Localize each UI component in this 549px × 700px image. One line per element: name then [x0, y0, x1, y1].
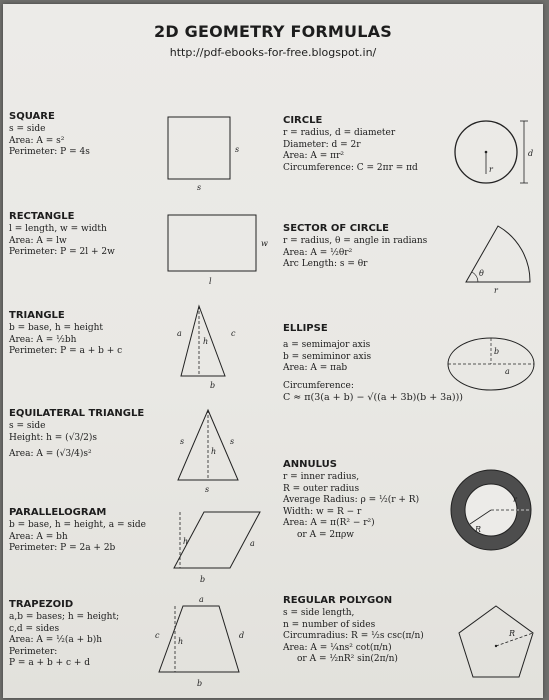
circle-label: r [489, 165, 493, 174]
rectangle-line: Perimeter: P = 2l + 2w [9, 247, 115, 257]
equilateral-label: h [211, 447, 217, 456]
circle-line: Diameter: d = 2r [283, 139, 361, 150]
parallelogram-label: a [250, 539, 255, 548]
trapezoid-label: h [178, 637, 184, 646]
annulus-heading: ANNULUS [283, 459, 337, 470]
ellipse-line: a = semimajor axis [283, 340, 371, 350]
parallelogram-label: h [183, 537, 189, 546]
square-figure [163, 112, 243, 192]
equilateral-label: s [180, 437, 185, 446]
triangle-line: Area: A = ½bh [9, 334, 77, 345]
trapezoid-label: b [197, 679, 203, 688]
equilateral-line: Height: h = (√3/2)s [9, 432, 98, 443]
annulus-figure [443, 466, 543, 556]
ellipse-figure [443, 334, 543, 394]
parallelogram-line: b = base, h = height, a = side [9, 520, 146, 530]
polygon-line: or A = ½nR² sin(2π/n) [297, 654, 398, 664]
rectangle-line: l = length, w = width [9, 224, 107, 234]
circle-label: d [528, 149, 534, 158]
polygon-line: s = side length, [283, 608, 355, 618]
polygon-section [283, 594, 424, 666]
formula-sheet [3, 4, 543, 698]
rectangle-figure [163, 210, 273, 290]
equilateral-figure [168, 404, 258, 494]
trapezoid-label: a [199, 595, 204, 604]
equilateral-section [9, 407, 144, 461]
polygon-line: Circumradius: R = ½s csc(π/n) [283, 631, 424, 641]
circle-heading: CIRCLE [283, 115, 323, 126]
polygon-figure [451, 600, 543, 690]
ellipse-section [283, 322, 463, 404]
parallelogram-heading: PARALLELOGRAM [9, 507, 107, 518]
trapezoid-line: Area: A = ½(a + b)h [9, 635, 103, 645]
trapezoid-label: d [239, 631, 245, 640]
parallelogram-section [9, 506, 146, 555]
annulus-line: r = inner radius, [283, 472, 360, 482]
trapezoid-heading: TRAPEZOID [9, 599, 74, 610]
parallelogram-figure [168, 504, 278, 594]
ellipse-line: Area: A = πab [283, 363, 348, 373]
sector-line: r = radius, θ = angle in radians [283, 236, 428, 246]
ellipse-label: b [494, 347, 500, 356]
annulus-line: or A = 2πρw [297, 529, 354, 540]
triangle-heading: TRIANGLE [9, 310, 65, 321]
rectangle-label: w [261, 239, 268, 248]
square-line: Area: A = s² [9, 135, 65, 146]
rectangle-heading: RECTANGLE [9, 211, 75, 222]
trapezoid-section [9, 598, 119, 670]
circle-line: Circumference: C = 2πr = πd [283, 162, 418, 173]
circle-line: Area: A = πr² [283, 151, 344, 161]
polygon-heading: REGULAR POLYGON [283, 595, 393, 606]
annulus-label: R [475, 525, 482, 534]
polygon-label: R [509, 629, 516, 638]
equilateral-line: s = side [9, 421, 46, 431]
source-url: http://pdf-ebooks-for-free.blogspot.in/ [169, 46, 377, 59]
triangle-line: Perimeter: P = a + b + c [9, 346, 123, 356]
sector-line: Area: A = ½θr² [283, 247, 353, 258]
ellipse-heading: ELLIPSE [283, 323, 328, 334]
square-line: s = side [9, 124, 46, 134]
ellipse-line: C ≈ π(3(a + b) − √((a + 3b)(b + 3a))) [283, 392, 463, 403]
ellipse-line: Circumference: [283, 380, 354, 391]
triangle-label: c [231, 329, 236, 338]
triangle-label: h [203, 337, 209, 346]
triangle-line: b = base, h = height [9, 323, 104, 333]
annulus-line: R = outer radius [283, 483, 360, 494]
square-line: Perimeter: P = 4s [9, 147, 90, 157]
ellipse-line: b = semiminor axis [283, 351, 372, 362]
sector-label: r [494, 286, 498, 295]
sector-line: Arc Length: s = θr [283, 259, 368, 269]
annulus-label: r [513, 495, 517, 504]
page-title: 2D GEOMETRY FORMULAS [154, 22, 392, 41]
trapezoid-line: P = a + b + c + d [9, 658, 91, 668]
equilateral-heading: EQUILATERAL TRIANGLE [9, 408, 145, 419]
polygon-line: Area: A = ¼ns² cot(π/n) [283, 642, 392, 653]
equilateral-label: s [205, 485, 210, 494]
parallelogram-line: Perimeter: P = 2a + 2b [9, 543, 116, 553]
rectangle-label: l [209, 277, 212, 286]
sector-label: θ [479, 269, 484, 278]
triangle-label: b [210, 381, 216, 390]
sector-section [283, 222, 427, 271]
polygon-line: n = number of sides [283, 619, 376, 630]
trapezoid-line: a,b = bases; h = height; [9, 612, 120, 622]
triangle-figure [173, 302, 263, 397]
circle-figure [448, 114, 543, 194]
square-section [9, 110, 90, 159]
ellipse-label: a [505, 367, 510, 376]
equilateral-line: Area: A = (√3/4)s² [9, 449, 92, 459]
equilateral-label: s [230, 437, 235, 446]
annulus-line: Width: w = R − r [283, 506, 362, 517]
square-label: s [235, 145, 240, 154]
trapezoid-line: Perimeter: [9, 646, 58, 657]
triangle-label: a [177, 329, 182, 338]
square-heading: SQUARE [9, 111, 55, 122]
trapezoid-line: c,d = sides [9, 623, 60, 634]
sector-figure [458, 216, 543, 296]
trapezoid-label: c [155, 631, 160, 640]
circle-line: r = radius, d = diameter [283, 128, 396, 138]
annulus-line: Average Radius: ρ = ½(r + R) [283, 495, 420, 505]
parallelogram-line: Area: A = bh [9, 531, 68, 542]
parallelogram-label: b [200, 575, 206, 584]
sector-heading: SECTOR OF CIRCLE [283, 223, 389, 234]
rectangle-section [9, 210, 115, 259]
rectangle-line: Area: A = lw [9, 235, 67, 246]
trapezoid-figure [153, 594, 263, 694]
annulus-section [283, 458, 419, 541]
annulus-line: Area: A = π(R² − r²) [283, 518, 375, 528]
circle-section [283, 114, 418, 174]
triangle-section [9, 309, 122, 358]
square-label: s [197, 183, 202, 192]
